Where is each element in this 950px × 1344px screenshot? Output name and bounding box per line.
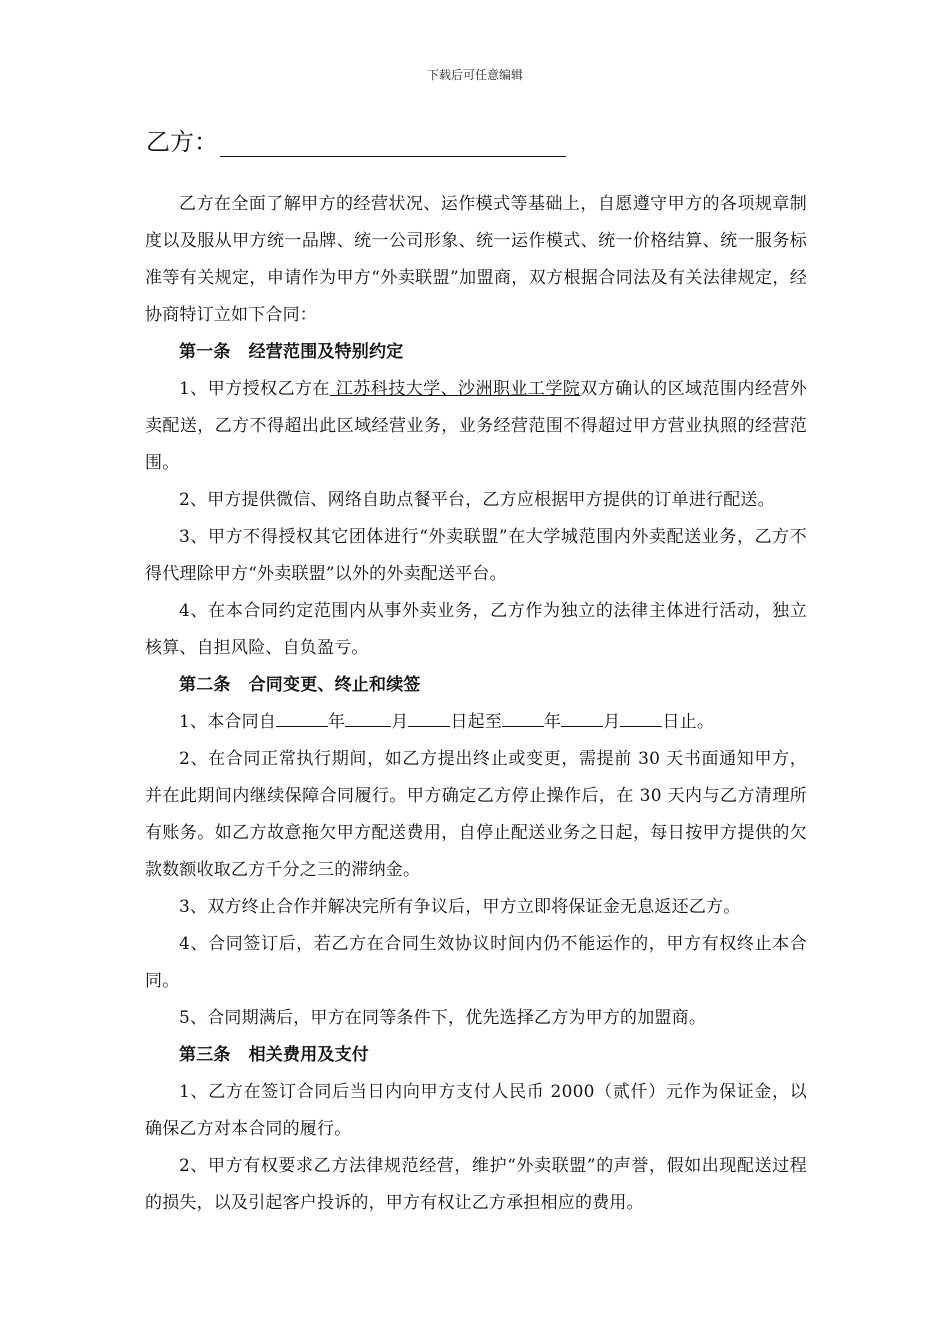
article-2-clause-2: 2、在合同正常执行期间，如乙方提出终止或变更，需提前 30 天书面通知甲方，并在此期间内继续保障合同履行。甲方确定乙方停止操作后，在 30 天内与乙方清理所有账务。如乙方故意拖欠甲方配送费用，自停止配送业务之日起，每日按甲方提供的欠款数额收取乙方千分之三的滞纳金。 [145,749,807,880]
header-note: 下载后可任意编辑 [426,68,523,82]
article-2-heading [145,667,807,704]
start-month-blank [345,708,391,727]
article-1-clause-4: 4、在本合同约定范围内从事外卖业务，乙方作为独立的法律主体进行活动，独立核算、自担风险、自负盈亏。 [145,601,807,658]
article-3-number: 第三条 [179,1045,231,1065]
article-1-clause-1 [145,371,807,482]
article-1-title: 经营范围及特别约定 [248,342,404,362]
intro-paragraph: 乙方在全面了解甲方的经营状况、运作模式等基础上，自愿遵守甲方的各项规章制度以及服从甲方统一品牌、统一公司形象、统一运作模式、统一价格结算、统一服务标准等有关规定，申请作为甲方“外卖联盟”加盟商，双方根据合同法及有关法律规定，经协商特订立如下合同： [145,194,807,325]
party-b-blank [220,130,566,157]
term-text-e: 年 [544,712,562,732]
article-3-clause-2: 2、甲方有权要求乙方法律规范经营，维护“外卖联盟”的声誉，假如出现配送过程的损失，以及引起客户投诉的，甲方有权让乙方承担相应的费用。 [145,1156,807,1213]
end-month-blank [561,708,603,727]
term-text-c: 月 [391,712,409,732]
clause-1-prefix: 1、甲方授权乙方在 [179,379,330,399]
article-1-clause-2: 2、甲方提供微信、网络自助点餐平台，乙方应根据甲方提供的订单进行配送。 [179,490,775,510]
article-2-title: 合同变更、终止和续签 [248,675,421,695]
party-b-line [146,122,566,157]
clause-1-suffix: 双方确认的区域范围内经营外卖配送，乙方不得超出此区域经营业务，业务经营范围不得超过甲方营业执照的经营范围。 [145,379,808,473]
article-3-clause-1: 1、乙方在签订合同后当日内向甲方支付人民币 2000（贰仟）元作为保证金，以确保乙方对本合同的履行。 [145,1082,807,1139]
article-2-clause-1 [145,704,807,741]
term-text-d: 日起至 [450,712,503,732]
article-3-title: 相关费用及支付 [248,1045,370,1065]
article-2-number: 第二条 [179,675,231,695]
article-1-clause-3: 3、甲方不得授权其它团体进行“外卖联盟”在大学城范围内外卖配送业务，乙方不得代理除甲方“外卖联盟”以外的外卖配送平台。 [145,527,807,584]
end-day-blank [620,708,662,727]
start-year-blank [276,708,328,727]
term-text-f: 月 [603,712,621,732]
article-3-heading [145,1037,807,1074]
article-1-number: 第一条 [179,342,231,362]
start-day-blank [408,708,450,727]
article-1-heading [145,334,807,371]
article-2-clause-5: 5、合同期满后，甲方在同等条件下，优先选择乙方为甲方的加盟商。 [179,1008,707,1028]
authorized-area: 江苏科技大学、沙洲职业工学院 [329,379,581,399]
term-text-a: 1、本合同自 [179,712,277,732]
article-2-clause-4: 4、合同签订后，若乙方在合同生效协议时间内仍不能运作的，甲方有权终止本合同。 [145,934,807,991]
article-2-clause-3: 3、双方终止合作并解决完所有争议后，甲方立即将保证金无息返还乙方。 [179,897,741,917]
term-text-b: 年 [328,712,346,732]
term-text-g: 日止。 [662,712,715,732]
party-b-label: 乙方： [146,128,218,156]
contract-body [145,186,807,1222]
end-year-blank [502,708,544,727]
